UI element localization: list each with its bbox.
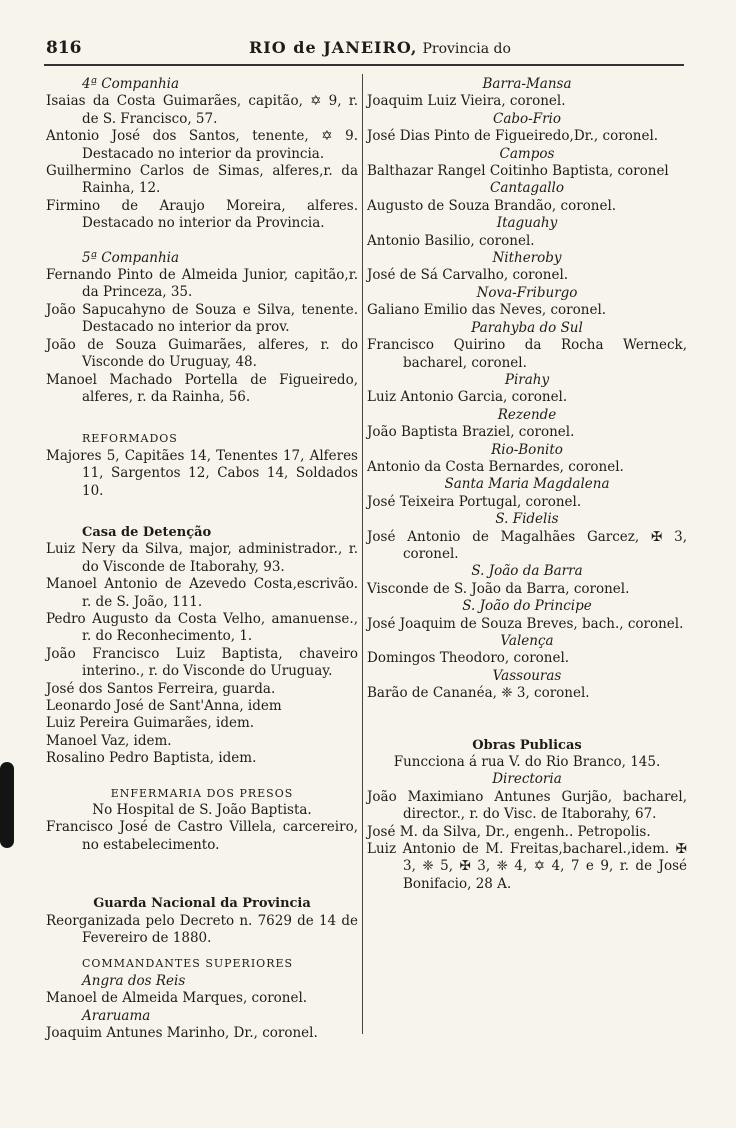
- place-name: S. João do Principe: [462, 598, 592, 615]
- list-item: José dos Santos Ferreira, guarda.: [46, 680, 276, 697]
- list-item: Manoel Vaz, idem.: [46, 732, 172, 749]
- left-column: [46, 76, 358, 1043]
- list-item: [367, 285, 687, 320]
- list-item: [367, 598, 687, 633]
- list-item: [367, 250, 687, 285]
- place-entry: Galiano Emilio das Neves, coronel.: [367, 302, 607, 319]
- place-name: S. Fidelis: [495, 511, 559, 528]
- list-item: Luiz Pereira Guimarães, idem.: [46, 715, 255, 732]
- list-item: [367, 215, 687, 250]
- ink-blot: [0, 762, 14, 848]
- running-head-city: RIO de JANEIRO,: [249, 38, 418, 57]
- place-entry: José de Sá Carvalho, coronel.: [367, 267, 569, 284]
- list-item: Pedro Augusto da Costa Velho, amanuense., r. do Reconhecimento, 1.: [46, 610, 358, 645]
- place-name: Nitheroby: [492, 250, 562, 267]
- casa-detencao-title: Casa de Detenção: [82, 524, 212, 540]
- place-entry: José Teixeira Portugal, coronel.: [367, 493, 582, 510]
- companhia-4-list: [46, 93, 358, 232]
- list-item: [367, 668, 687, 703]
- list-item: José M. da Silva, Dr., engenh.. Petropolis.: [367, 823, 651, 840]
- list-item: João Sapucahyno de Souza e Silva, tenente. Destacado no interior da prov.: [46, 301, 358, 336]
- commandantes-title: COMMANDANTES SUPERIORES: [82, 957, 294, 971]
- angra-title: Angra dos Reis: [82, 972, 186, 989]
- list-item: Manoel Machado Portella de Figueiredo, alferes, r. da Rainha, 56.: [46, 371, 358, 405]
- place-entry: Visconde de S. João da Barra, coronel.: [367, 580, 630, 597]
- reformados-text: Majores 5, Capitães 14, Tenentes 17, Alferes 11, Sargentos 12, Cabos 14, Soldados 10.: [46, 447, 358, 499]
- running-head: [249, 38, 511, 57]
- place-name: Vassouras: [492, 667, 562, 684]
- list-item: [367, 563, 687, 598]
- list-item: Isaias da Costa Guimarães, capitão, ✡ 9, r. de S. Francisco, 57.: [46, 93, 358, 127]
- list-item: [367, 372, 687, 407]
- place-name: Itaguahy: [496, 215, 558, 232]
- list-item: [367, 111, 687, 146]
- place-entry: Domingos Theodoro, coronel.: [367, 650, 570, 667]
- commandantes-list: [367, 76, 687, 703]
- place-entry: Augusto de Souza Brandão, coronel.: [367, 197, 617, 214]
- place-entry: João Baptista Braziel, coronel.: [367, 424, 575, 441]
- list-item: Guilhermino Carlos de Simas, alferes,r. da Rainha, 12.: [46, 163, 358, 197]
- place-name: Santa Maria Magdalena: [444, 476, 610, 493]
- running-head-subtitle: Provincia do: [422, 41, 511, 57]
- right-column: [367, 76, 687, 893]
- list-item: João de Souza Guimarães, alferes, r. do Visconde do Uruguay, 48.: [46, 336, 358, 371]
- list-item: [367, 320, 687, 372]
- place-entry: Antonio da Costa Bernardes, coronel.: [367, 458, 624, 475]
- list-item: [367, 407, 687, 442]
- araruama-title: Araruama: [82, 1007, 151, 1024]
- place-entry: Joaquim Luiz Vieira, coronel.: [367, 93, 566, 110]
- list-item: [367, 180, 687, 215]
- place-name: Rezende: [497, 406, 557, 423]
- araruama-entry: Joaquim Antunes Marinho, Dr., coronel.: [46, 1025, 318, 1042]
- list-item: Fernando Pinto de Almeida Junior, capitão,r. da Princeza, 35.: [46, 267, 358, 301]
- directoria-list: [367, 789, 687, 893]
- reformados-title: REFORMADOS: [82, 432, 178, 446]
- companhia-5-title: 5ª Companhia: [82, 249, 179, 266]
- enfermaria-entry: Francisco José de Castro Villela, carcereiro, no estabelecimento.: [46, 819, 358, 853]
- list-item: Antonio José dos Santos, tenente, ✡ 9. Destacado no interior da provincia.: [46, 128, 358, 162]
- list-item: Manoel Antonio de Azevedo Costa,escrivão. r. de S. João, 111.: [46, 576, 358, 610]
- list-item: [367, 511, 687, 563]
- enfermaria-place: No Hospital de S. João Baptista.: [92, 802, 312, 819]
- casa-detencao-list: [46, 541, 358, 767]
- enfermaria-title: ENFERMARIA DOS PRESOS: [110, 786, 294, 800]
- place-entry: José Joaquim de Souza Breves, bach., coronel.: [367, 615, 684, 632]
- place-name: Pirahy: [504, 371, 550, 388]
- list-item: João Francisco Luiz Baptista, chaveiro interino., r. do Visconde do Uruguay.: [46, 645, 358, 680]
- place-entry: Antonio Basilio, coronel.: [367, 232, 535, 249]
- obras-publicas-text: Funcciona á rua V. do Rio Branco, 145.: [393, 754, 661, 771]
- place-entry: Francisco Quirino da Rocha Werneck, bacharel, coronel.: [367, 337, 687, 371]
- place-entry: José Dias Pinto de Figueiredo,Dr., coronel.: [367, 128, 659, 145]
- place-name: Campos: [499, 145, 555, 162]
- place-name: Nova-Friburgo: [476, 284, 578, 301]
- list-item: [367, 146, 687, 181]
- place-name: Valença: [500, 633, 554, 649]
- page-header: [44, 34, 684, 62]
- obras-publicas-title: Obras Publicas: [472, 737, 582, 753]
- place-entry: Barão de Cananéa, ❈ 3, coronel.: [367, 685, 590, 702]
- column-divider: [362, 74, 363, 1034]
- directoria-title: Directoria: [492, 771, 562, 788]
- place-entry: José Antonio de Magalhães Garcez, ✠ 3, coronel.: [367, 528, 687, 562]
- place-name: Cantagallo: [490, 180, 564, 197]
- place-name: S. João da Barra: [471, 563, 583, 580]
- list-item: João Maximiano Antunes Gurjão, bacharel, director., r. do Visc. de Itaborahy, 67.: [367, 788, 687, 823]
- angra-entry: Manoel de Almeida Marques, coronel.: [46, 990, 308, 1007]
- list-item: [367, 633, 687, 668]
- guarda-nacional-title: Guarda Nacional da Provincia: [93, 896, 311, 912]
- guarda-nacional-text: Reorganizada pelo Decreto n. 7629 de 14 de Fevereiro de 1880.: [46, 912, 358, 947]
- header-rule: [44, 64, 684, 66]
- companhia-5-list: [46, 267, 358, 406]
- list-item: [367, 76, 687, 111]
- place-name: Parahyba do Sul: [471, 319, 583, 336]
- list-item: [367, 476, 687, 511]
- list-item: [367, 442, 687, 477]
- list-item: Luiz Antonio de M. Freitas,bacharel.,idem. ✠ 3, ❈ 5, ✠ 3, ❈ 4, ✡ 4, 7 e 9, r. de José Bonifacio, 28 A.: [367, 841, 687, 892]
- companhia-4-title: 4ª Companhia: [82, 76, 179, 92]
- place-name: Barra-Mansa: [482, 76, 572, 92]
- place-entry: Luiz Antonio Garcia, coronel.: [367, 389, 568, 406]
- place-entry: Balthazar Rangel Coitinho Baptista, coronel: [367, 163, 669, 180]
- list-item: Firmino de Araujo Moreira, alferes. Destacado no interior da Provincia.: [46, 197, 358, 232]
- list-item: Leonardo José de Sant'Anna, idem: [46, 698, 282, 714]
- page-number: 816: [46, 38, 82, 58]
- place-name: Rio-Bonito: [491, 441, 563, 458]
- list-item: Rosalino Pedro Baptista, idem.: [46, 750, 257, 767]
- place-name: Cabo-Frio: [493, 110, 561, 127]
- list-item: Luiz Nery da Silva, major, administrador., r. do Visconde de Itaborahy, 93.: [46, 541, 358, 575]
